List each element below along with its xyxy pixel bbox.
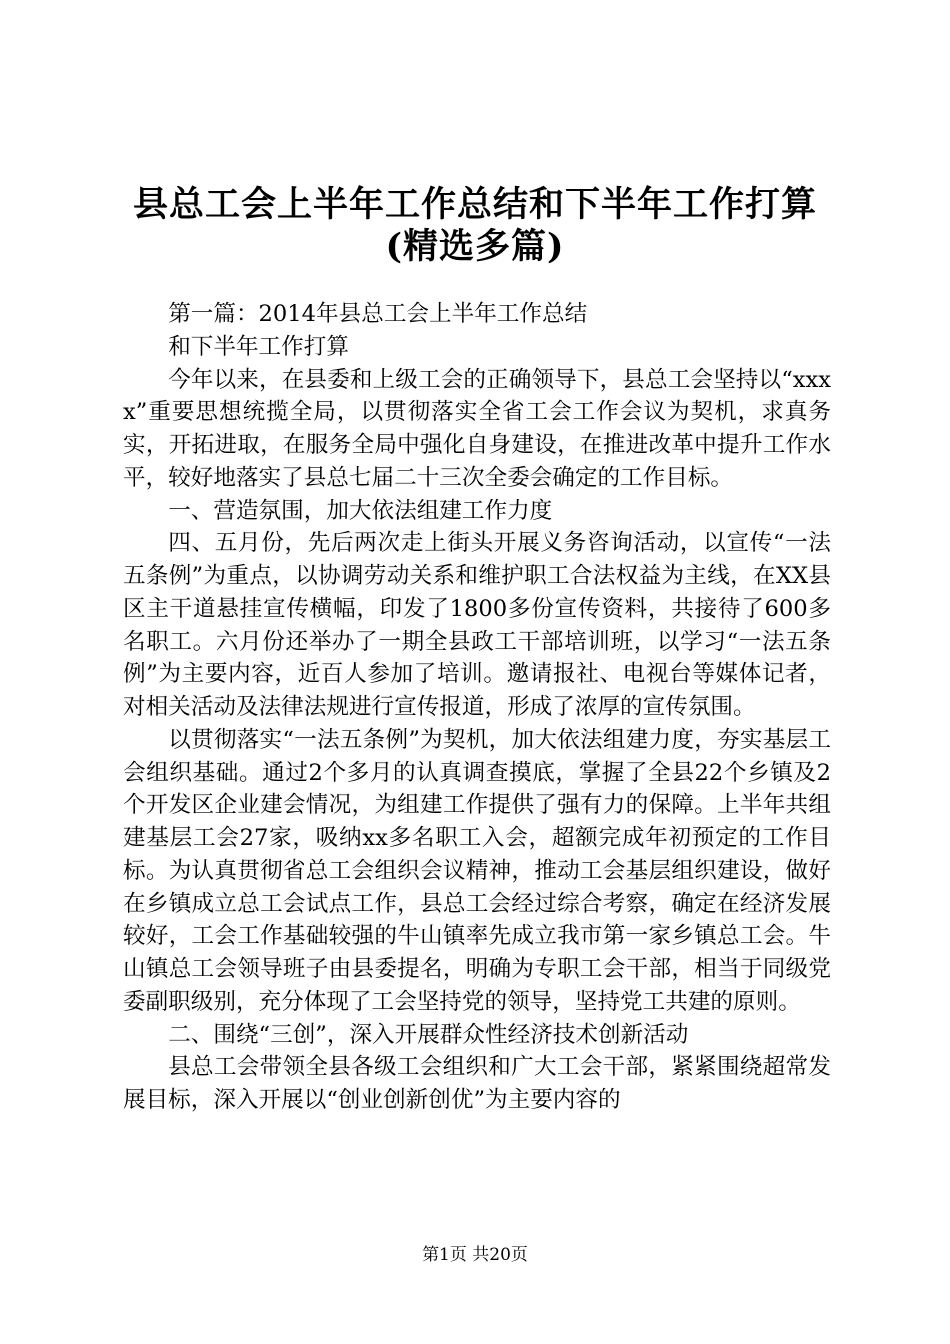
paragraph: 县总工会带领全县各级工会组织和广大工会干部，紧紧围绕超常发展目标，深入开展以“创业创新创优”为主要内容的 [123, 1054, 831, 1113]
section-heading: 第一篇：2014年县总工会上半年工作总结 [168, 301, 588, 327]
subsection-heading: 一、营造氛围，加大依法组建工作力度 [168, 497, 553, 524]
subsection-heading: 二、围绕“三创”，深入开展群众性经济技术创新活动 [168, 1021, 689, 1048]
section-heading-continued: 和下半年工作打算 [168, 333, 349, 360]
page-number-footer: 第1页 共20页 [422, 1245, 528, 1265]
paragraph: 四、五月份，先后两次走上街头开展义务咨询活动，以宣传“一法五条例”为重点，以协调劳动关系和维护职工合法权益为主线，在XX县区主干道悬挂宣传横幅，印发了1800多份宣传资料，共接待了600多名职工。六月份还举办了一期全县政工干部培训班，以学习“一法五条例”为主要内容，近百人参加了培训。邀请报社、电视台等媒体记者，对相关活动及法律法规进行宣传报道，形成了浓厚的宣传氛围。 [123, 530, 831, 720]
paragraph: 今年以来，在县委和上级工会的正确领导下，县总工会坚持以“xxxx”重要思想统揽全局，以贯彻落实全省工会工作会议为契机，求真务实，开拓进取，在服务全局中强化自身建设，在推进改革中提升工作水平，较好地落实了县总七届二十三次全委会确定的工作目标。 [123, 366, 831, 491]
paragraph: 以贯彻落实“一法五条例”为契机，加大依法组建力度，夯实基层工会组织基础。通过2个多月的认真调查摸底，掌握了全县22个乡镇及2个开发区企业建会情况，为组建工作提供了强有力的保障。上半年共组建基层工会27家，吸纳xx多名职工入会，超额完成年初预定的工作目标。为认真贯彻省总工会组织会议精神，推动工会基层组织建设，做好在乡镇成立总工会试点工作，县总工会经过综合考察，确定在经济发展较好，工会工作基础较强的牛山镇率先成立我市第一家乡镇总工会。牛山镇总工会领导班子由县委提名，明确为专职工会干部，相当于同级党委副职级别，充分体现了工会坚持党的领导，坚持党工共建的原则。 [123, 726, 831, 1015]
document-subtitle: (精选多篇) [385, 226, 565, 267]
document-body [123, 298, 831, 1117]
document-title: 县总工会上半年工作总结和下半年工作打算 [132, 184, 817, 225]
